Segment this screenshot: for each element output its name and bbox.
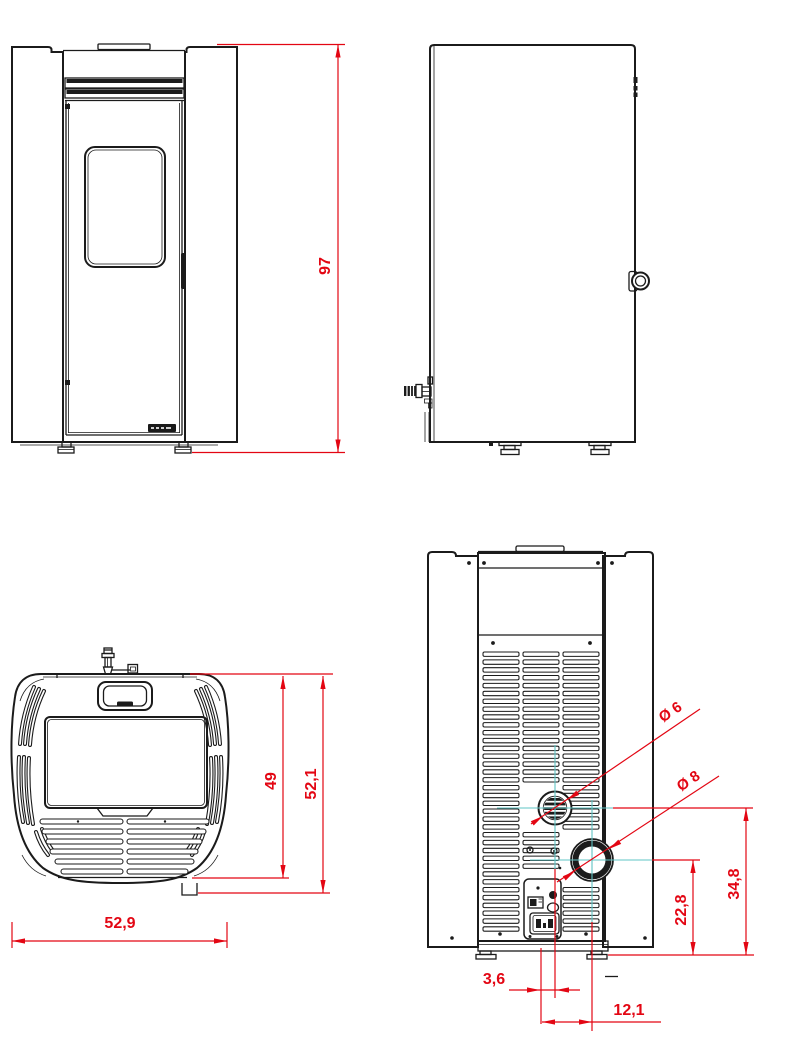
dimension-label-air-intake-diameter: Ø 6 [655,698,686,727]
dimensions-top [12,674,333,948]
hopper-lid [98,682,152,710]
fuse-holder [549,891,557,899]
dimension-label-depth-body: 49 [263,772,280,790]
top-front-slats [40,819,209,874]
front-door [65,101,186,435]
top-rear-step [182,883,197,895]
side-door-handle [629,272,649,292]
side-flue-pipe [404,377,433,442]
dimension-label-front-width: 52,9 [104,915,136,932]
side-body [430,45,635,442]
dimension-label-offset-flue: 12,1 [613,1002,645,1019]
side-view [404,45,649,455]
rear-view [428,546,653,977]
side-feet [489,442,611,455]
front-feet [58,442,191,453]
front-left-panel [12,47,63,442]
dimension-label-intake-height: 34,8 [726,868,743,900]
dimension-label-overall-height: 97 [317,257,334,275]
rear-right-panel [603,552,653,947]
dimension-label-flue-height: 22,8 [673,894,690,926]
front-right-panel [185,47,237,442]
front-view [12,44,237,453]
hopper-lid-strip [98,44,150,50]
top-chimney [102,648,138,674]
rear-left-panel [428,552,478,947]
front-top-bands [65,78,184,101]
dimension-label-depth-overall: 52,1 [303,768,320,800]
rear-top-bar [516,546,564,552]
rear-base [476,941,608,959]
dimensions-front [192,45,345,453]
top-view [11,648,228,895]
door-window [85,147,165,267]
top-plate [45,717,207,816]
side-edge-ticks [634,77,638,97]
door-handle [181,253,186,289]
dimension-label-flue-diameter: Ø 8 [673,767,704,796]
dimension-label-offset-small: 3,6 [482,971,506,988]
